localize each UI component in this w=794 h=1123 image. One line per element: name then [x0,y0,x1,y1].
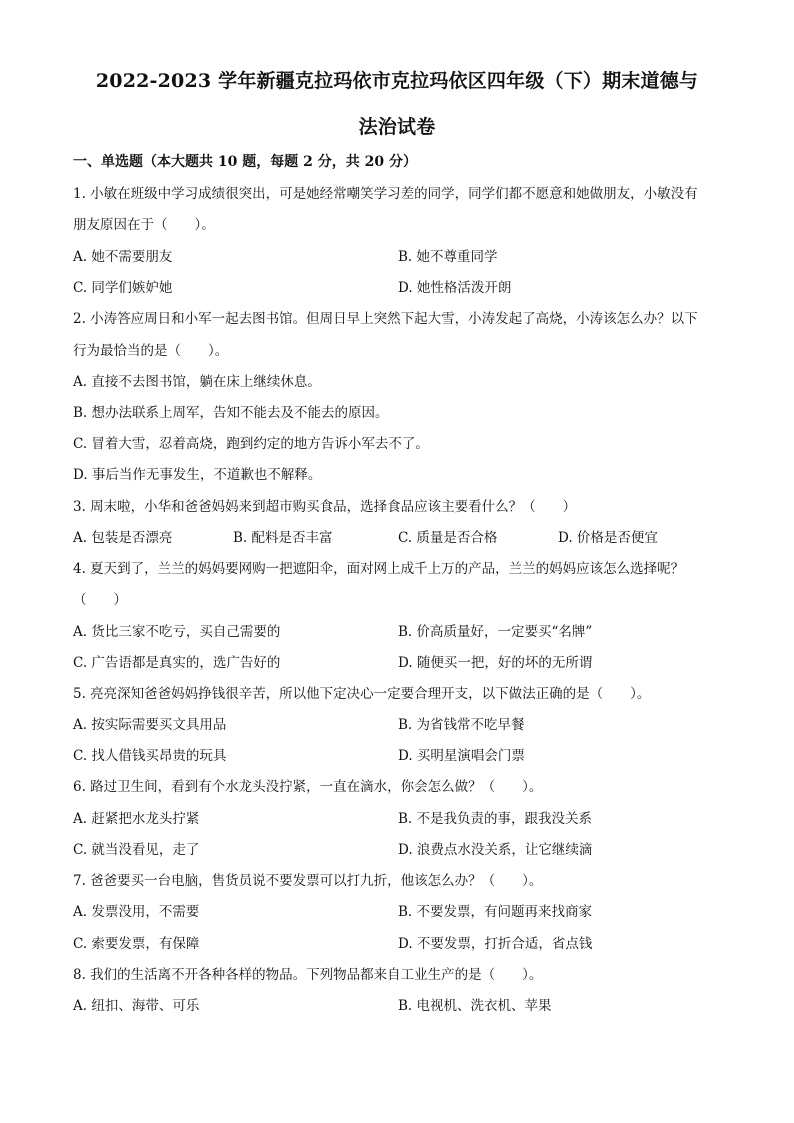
question-2-stem-line1: 2. 小涛答应周日和小军一起去图书馆。但周日早上突然下起大雪，小涛发起了高烧，小涛该怎么办？以下 [73,311,698,327]
question-4-option-b: B. 价高质量好，一定要买“名牌” [398,624,593,640]
question-3-option-b: B. 配料是否丰富 [233,530,333,546]
question-2-stem-line2: 行为最恰当的是（ ）。 [73,343,229,359]
question-1-option-b: B. 她不尊重同学 [398,249,498,265]
question-4-option-c: C. 广告语都是真实的，选广告好的 [73,655,281,671]
section-heading: 一、单选题（本大题共 10 题，每题 2 分，共 20 分） [73,154,417,170]
question-5-option-c: C. 找人借钱买昂贵的玩具 [73,748,227,764]
question-3-option-a: A. 包装是否漂亮 [73,530,173,546]
question-1-option-c: C. 同学们嫉妒她 [73,280,173,296]
question-6-stem: 6. 路过卫生间，看到有个水龙头没拧紧，一直在滴水，你会怎么做？（ ）。 [73,779,543,795]
exam-title-line2: 法治试卷 [358,116,436,138]
question-4-option-a: A. 货比三家不吃亏，买自己需要的 [73,624,281,640]
question-6-option-d: D. 浪费点水没关系，让它继续滴 [398,842,593,858]
question-2-option-c: C. 冒着大雪，忍着高烧，跑到约定的地方告诉小军去不了。 [73,436,429,452]
question-4-stem-line1: 4. 夏天到了，兰兰的妈妈要网购一把遮阳伞，面对网上成千上万的产品，兰兰的妈妈应该怎么选择呢？ [73,561,685,577]
question-1-option-a: A. 她不需要朋友 [73,249,173,265]
question-4-stem-line2: （ ） [73,592,127,608]
question-7-option-d: D. 不要发票，打折合适，省点钱 [398,936,593,952]
question-6-option-c: C. 就当没看见，走了 [73,842,200,858]
question-8-option-b: B. 电视机、洗衣机、苹果 [398,998,552,1014]
question-3-stem: 3. 周末啦，小华和爸爸妈妈来到超市购买食品，选择食品应该主要看什么？（ ） [73,499,577,515]
question-2-option-b: B. 想办法联系上周军，告知不能去及不能去的原因。 [73,405,389,421]
question-7-stem: 7. 爸爸要买一台电脑，售货员说不要发票可以打九折，他该怎么办？（ ）。 [73,873,543,889]
question-8-stem: 8. 我们的生活离不开各种各样的物品。下列物品都来自工业生产的是（ ）。 [73,967,543,983]
question-2-option-a: A. 直接不去图书馆，躺在床上继续休息。 [73,374,321,390]
question-3-option-c: C. 质量是否合格 [398,530,498,546]
question-1-stem-line1: 1. 小敏在班级中学习成绩很突出，可是她经常嘲笑学习差的同学，同学们都不愿意和她做朋友，小敏没有 [73,186,698,202]
question-6-option-b: B. 不是我负责的事，跟我没关系 [398,811,593,827]
question-3-option-d: D. 价格是否便宜 [558,530,658,546]
question-2-option-d: D. 事后当作无事发生，不道歉也不解释。 [73,467,322,483]
question-1-option-d: D. 她性格活泼开朗 [398,280,512,296]
question-5-option-d: D. 买明星演唱会门票 [398,748,525,764]
question-7-option-b: B. 不要发票，有问题再来找商家 [398,904,593,920]
question-1-stem-line2: 朋友原因在于（ ）。 [73,217,215,233]
question-4-option-d: D. 随便买一把，好的坏的无所谓 [398,655,593,671]
question-5-stem: 5. 亮亮深知爸爸妈妈挣钱很辛苦，所以他下定决心一定要合理开支，以下做法正确的是（ ）。 [73,686,651,702]
question-5-option-b: B. 为省钱常不吃早餐 [398,717,525,733]
exam-title-line1: 2022-2023 学年新疆克拉玛依市克拉玛依区四年级（下）期末道德与 [95,70,699,92]
question-7-option-a: A. 发票没用，不需要 [73,904,200,920]
question-8-option-a: A. 纽扣、海带、可乐 [73,998,200,1014]
question-7-option-c: C. 索要发票，有保障 [73,936,200,952]
question-6-option-a: A. 赶紧把水龙头拧紧 [73,811,200,827]
question-5-option-a: A. 按实际需要买文具用品 [73,717,227,733]
